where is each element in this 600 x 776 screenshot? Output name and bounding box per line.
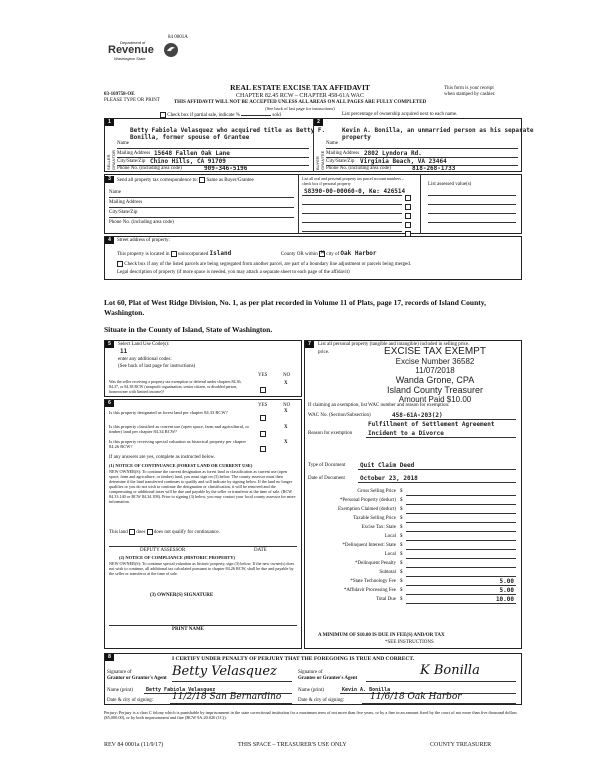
land-qualify: This land does does not qualify for continuance. <box>109 530 220 536</box>
s5-no-mark: X <box>284 381 288 386</box>
grantee-sig-label-1: Signature of <box>298 670 323 675</box>
buyer-phone: 818-268-1733 <box>412 165 456 172</box>
unincorporated-checkbox[interactable] <box>171 251 177 257</box>
s5-see-back: (See back of last page for instructions) <box>118 364 196 369</box>
see-instructions: *SEE INSTRUCTIONS <box>385 640 434 645</box>
grantor-sig-label-1: Signature of <box>107 670 132 675</box>
s6-q2-no-mark: X <box>284 425 288 430</box>
s5-exemption-question: Was the seller receiving a property tax exemption or deferral under chapters 84.36, 84.37, or 84.38 RCW (nonprofit organization, senior citizen, or disabled person, homeowner with limited income)? <box>109 379 242 394</box>
section-7-number: 7 <box>305 341 314 348</box>
receipt-note-1: This form is your receipt <box>444 86 494 91</box>
grantor-date-city: 11/2/18 San Bernardino <box>172 692 282 702</box>
grantee-date-label: Date & city of signing: <box>298 698 345 703</box>
exemption-claim-label: If claiming an exemption, list WAC number and reason for exemption: <box>308 403 450 408</box>
footer-space: THIS SPACE – TREASURER'S USE ONLY <box>238 742 347 748</box>
section-8-number: 8 <box>105 654 114 661</box>
buyer-city-label: City/State/Zip <box>326 159 355 164</box>
buyer-mailing-label: Mailing Address <box>326 151 360 156</box>
buyer-name-line2: property <box>342 134 371 141</box>
s6-q1: Is this property designated as forest land per chapter 84.33 RCW? <box>109 410 228 415</box>
section-3-number: 3 <box>105 176 114 183</box>
buyer-phone-label: Phone No. (including area code) <box>326 166 391 171</box>
doc-date-label: Date of Document <box>308 476 345 481</box>
s3-city-label: City/State/Zip <box>109 210 138 215</box>
wac-label: WAC No. (Section/Subsection) <box>308 413 371 418</box>
s6-q1-yes-checkbox[interactable] <box>260 415 266 421</box>
section-6-number: 6 <box>105 400 114 407</box>
parcel-number: S8390-00-00060-0, Ke: 426514 <box>304 188 406 195</box>
s6-q1-no-mark: X <box>284 409 288 414</box>
property-location: This property is located in unincorporated Island County OR within ✕ city of Oak Harbor <box>117 250 377 258</box>
agency-state: Washington State <box>114 56 146 61</box>
grantor-name-label: Name (print) <box>107 688 133 693</box>
grantee-date-city: 11/6/18 Oak Harbor <box>370 692 462 702</box>
section-5-number: 5 <box>105 341 114 348</box>
seller-phone: 909-346-5196 <box>204 165 248 172</box>
s3-phone-label: Phone No. (including area code) <box>109 220 174 225</box>
section-1-number: 1 <box>105 119 114 126</box>
buyer-city: Virginia Beach, VA 23464 <box>360 158 447 165</box>
doc-type-label: Type of Document <box>308 463 346 468</box>
partial-sale: Check box if partial sale, indicate % sold <box>160 112 281 119</box>
grantor-name: Betty Fabiola Velasquez <box>146 687 216 693</box>
legal-label: Legal description of property (if more space is needed, you may attach a separate sheet to each page of the affidavit) <box>117 270 350 275</box>
same-as-buyer-checkbox[interactable] <box>199 177 205 183</box>
s6-q3-no-mark: X <box>284 440 288 445</box>
tax-correspondence: Send all property tax correspondence to: Same as Buyer/Grantee <box>117 178 254 184</box>
tax-line: Subtotal $ <box>308 570 518 579</box>
grantor-date-label: Date & city of signing: <box>107 698 154 703</box>
parcel-header: List all real and personal property tax parcel account numbers – check box if personal property <box>302 176 404 186</box>
price-label: price. <box>318 350 330 355</box>
buyer-name-line1: Kevin A. Bonilla, an unmarried person as his separate <box>342 127 534 134</box>
stamp-line-5: Island County Treasurer <box>386 385 484 395</box>
situate-text: Situate in the County of Island, State of Washington. <box>104 325 273 334</box>
dor-logo <box>108 35 188 68</box>
tax-line: *State Technology Fee $ 5.00 <box>350 578 514 585</box>
stamp-line-3: 11/07/2018 <box>415 366 455 375</box>
seller-side-label: SELLER GRANTOR <box>106 150 116 170</box>
notice1-title: (1) NOTICE OF CONTINUANCE (FOREST LAND OR CURRENT USE) <box>109 463 253 468</box>
section-4-number: 4 <box>105 237 114 244</box>
segregated-note: Check box if any of the listed parcels are being segregated from another parcel, are part of a boundary line adjustment or parcels being merged. <box>117 261 411 268</box>
seller-city-label: City/State/Zip <box>117 159 146 164</box>
ownership-note: List percentage of ownership acquired next to each name. <box>342 112 458 117</box>
section-6-box <box>104 399 302 649</box>
revenue-logo-icon <box>163 42 179 58</box>
s5-yes: YES <box>258 373 268 378</box>
reason-line-2: Incident to a Divorce <box>368 430 444 437</box>
deputy-date: DATE <box>254 548 267 553</box>
tax-line: *Delinquent Penalty $ <box>308 561 518 570</box>
wac-number: 458-61A-203(2) <box>392 412 443 419</box>
s5-no: NO <box>283 373 291 378</box>
deputy-assessor: DEPUTY ASSESSOR <box>140 548 186 553</box>
notice1-body: NEW OWNER(S): To continue the current designation as forest land or classification as current use (open space, farm and agriculture, or timber) land, you must sign on (3) below. The county assessor must then determine if the land transferred continues to qualify and will indicate by signing below. If the land no longer qualifies or you do not wish to continue the designation or classification, it will be removed and the compensating or additional taxes will be due and payable by the seller or transferor at the time of sale. (RCW 84.33.140 or RCW 84.34.108). Prior to signing (3) below, you may contact your local county assessor for more information. <box>109 469 296 504</box>
seller-name-line2: Bonilla, former spouse of Grantee <box>130 134 250 141</box>
form-subtitle: CHAPTER 82.45 RCW – CHAPTER 458-61A WAC <box>236 93 364 99</box>
does-not-checkbox[interactable] <box>147 529 153 535</box>
buyer-mailing: 2802 Lyndora Rd. <box>364 150 422 157</box>
grantee-sig-label-2: Grantee or Grantee's Agent <box>298 676 358 681</box>
owner-signature-label: (3) OWNER(S) SIGNATURE <box>150 593 214 598</box>
stamp-line-6: Amount Paid $10.00 <box>398 395 472 404</box>
grantor-signature: Betty Velasquez <box>172 664 277 679</box>
grantee-signature: K Bonilla <box>420 663 480 678</box>
legal-description: Lot 60, Plat of West Ridge Division, No. 1, as per plat recorded in Volume 11 of Plats, page 17, records of Island County, Washington. <box>104 298 486 317</box>
grantor-sig-label-2: Grantor or Grantor's Agent <box>107 676 167 681</box>
seller-mailing: 15648 Fallen Oak Lane <box>154 150 230 157</box>
see-back-note: (See back of last page for instructions) <box>265 106 335 111</box>
s6-q3-yes-checkbox[interactable] <box>260 446 266 452</box>
land-use-code: 11 <box>120 348 128 355</box>
stamp-line-4: Wanda Grone, CPA <box>395 375 475 385</box>
tax-line: Excise Tax: State $ <box>308 525 518 534</box>
tax-line-total: Total Due $ 10.00 <box>376 596 514 603</box>
segregated-checkbox[interactable] <box>117 261 123 267</box>
personal-property-label: List all personal property (tangible and intangible) included in selling price. <box>318 342 470 347</box>
stamp-line-1: EXCISE TAX EXEMPT <box>384 346 486 357</box>
s6-instruct: If any answers are yes, complete as instructed below. <box>109 455 216 460</box>
footer-rev: REV 84 0001a (11/9/17) <box>104 742 164 748</box>
tax-line: *Delinquent Interest: State $ <box>308 543 518 552</box>
additional-codes-label: enter any additional codes: <box>118 357 172 362</box>
s5-yes-checkbox[interactable] <box>260 387 266 393</box>
seller-name-label: Name <box>117 141 129 146</box>
s6-q2-yes-checkbox[interactable] <box>260 431 266 437</box>
section-2-number: 2 <box>314 119 323 126</box>
tax-line: Exemption Claimed (deduct) $ <box>308 507 518 516</box>
land-use-label: Select Land Use Code(s): <box>118 342 170 347</box>
tax-calc-list <box>308 489 518 606</box>
agency-name: Revenue <box>108 44 154 56</box>
s6-q3: Is this property receiving special valuation as historical property per chapter 84.26 RCW? <box>109 439 246 449</box>
doc-date: October 23, 2018 <box>360 475 418 482</box>
assessed-header: List assessed value(s) <box>428 182 472 187</box>
s3-name-label: Name <box>109 190 121 195</box>
s6-yes: YES <box>258 403 268 408</box>
grantee-name: Kevin A. Bonilla <box>342 687 391 693</box>
stamp-line-2: Excise Number 36582 <box>395 357 475 366</box>
tax-line: *Affidavit Processing Fee $ 5.00 <box>343 587 514 594</box>
minimum-due: A MINIMUM OF $10.00 IS DUE IN FEE(S) AND/OR TAX <box>318 633 445 638</box>
footer-county: COUNTY TREASURER <box>430 742 492 748</box>
tax-line: *Personal Property (deduct) $ <box>308 498 518 507</box>
does-checkbox[interactable] <box>129 529 135 535</box>
s3-mailing-label: Mailing Address <box>109 200 143 205</box>
notice2-title: (2) NOTICE OF COMPLIANCE (HISTORIC PROPERTY) <box>119 555 235 560</box>
seller-phone-label: Phone No. (including area code) <box>117 166 182 171</box>
notice2-body: NEW OWNER(S): To continue special valuation as historic property, sign (3) below. If the new owner(s) does not wish to continue, all additional tax calculated pursuant to chapter 84.26 RCW, shall be due and payable by the seller or transferor at the time of sale. <box>109 561 295 576</box>
seller-mailing-label: Mailing Address <box>117 151 151 156</box>
city-of-checkbox[interactable]: ✕ <box>319 250 326 256</box>
s6-no: NO <box>283 403 291 408</box>
tax-line: Gross Selling Price $ <box>308 489 518 498</box>
print-note: PLEASE TYPE OR PRINT <box>104 98 160 103</box>
exempt-stamp <box>360 346 510 404</box>
reason-label: Reason for exemption <box>308 431 353 436</box>
form-instruction: THIS AFFIDAVIT WILL NOT BE ACCEPTED UNLESS ALL AREAS ON ALL PAGES ARE FULLY COMPLETED <box>173 100 427 105</box>
certify-text: I CERTIFY UNDER PENALTY OF PERJURY THAT THE FOREGOING IS TRUE AND CORRECT. <box>172 656 415 662</box>
seller-name-line1: Betty Fabiola Velasquez who acquired title as Betty F. <box>130 127 326 134</box>
agency-small: Department of <box>120 40 146 45</box>
tax-line: Local $ <box>308 552 518 561</box>
perjury-note: Perjury: Perjury is a class C felony which is punishable by imprisonment in the state correctional institution for a maximum term of not more than five years, or by a fine in an amount fixed by the court of not more than five thousand dollars ($5,000.00), or by both imprisonment and fine (RCW 9A.20.020 (1C)). <box>104 710 517 720</box>
reason-line-1: Fulfillment of Settlement Agreement <box>368 421 495 428</box>
buyer-side-label: BUYER GRANTEE <box>315 150 325 170</box>
receipt-note-2: when stamped by cashier. <box>444 92 496 97</box>
s6-q2: Is this property classified as current use (open space, farm and agricultural, or timber) land per chapter 84.34 RCW? <box>109 424 249 434</box>
print-name-label: PRINT NAME <box>172 627 204 632</box>
doc-type: Quit Claim Deed <box>360 462 415 469</box>
grantee-name-label: Name (print) <box>298 688 324 693</box>
form-code: 84 0001A <box>168 35 188 40</box>
street-address-label: Street address of property: <box>117 238 170 243</box>
form-id: 03-169758-OE <box>104 92 135 97</box>
seller-city: Chino Hills, CA 91709 <box>150 158 226 165</box>
form-title: REAL ESTATE EXCISE TAX AFFIDAVIT <box>230 83 370 92</box>
buyer-name-label: Name <box>326 141 338 146</box>
tax-line: Local $ <box>308 534 518 543</box>
tax-line: Taxable Selling Price $ <box>308 516 518 525</box>
